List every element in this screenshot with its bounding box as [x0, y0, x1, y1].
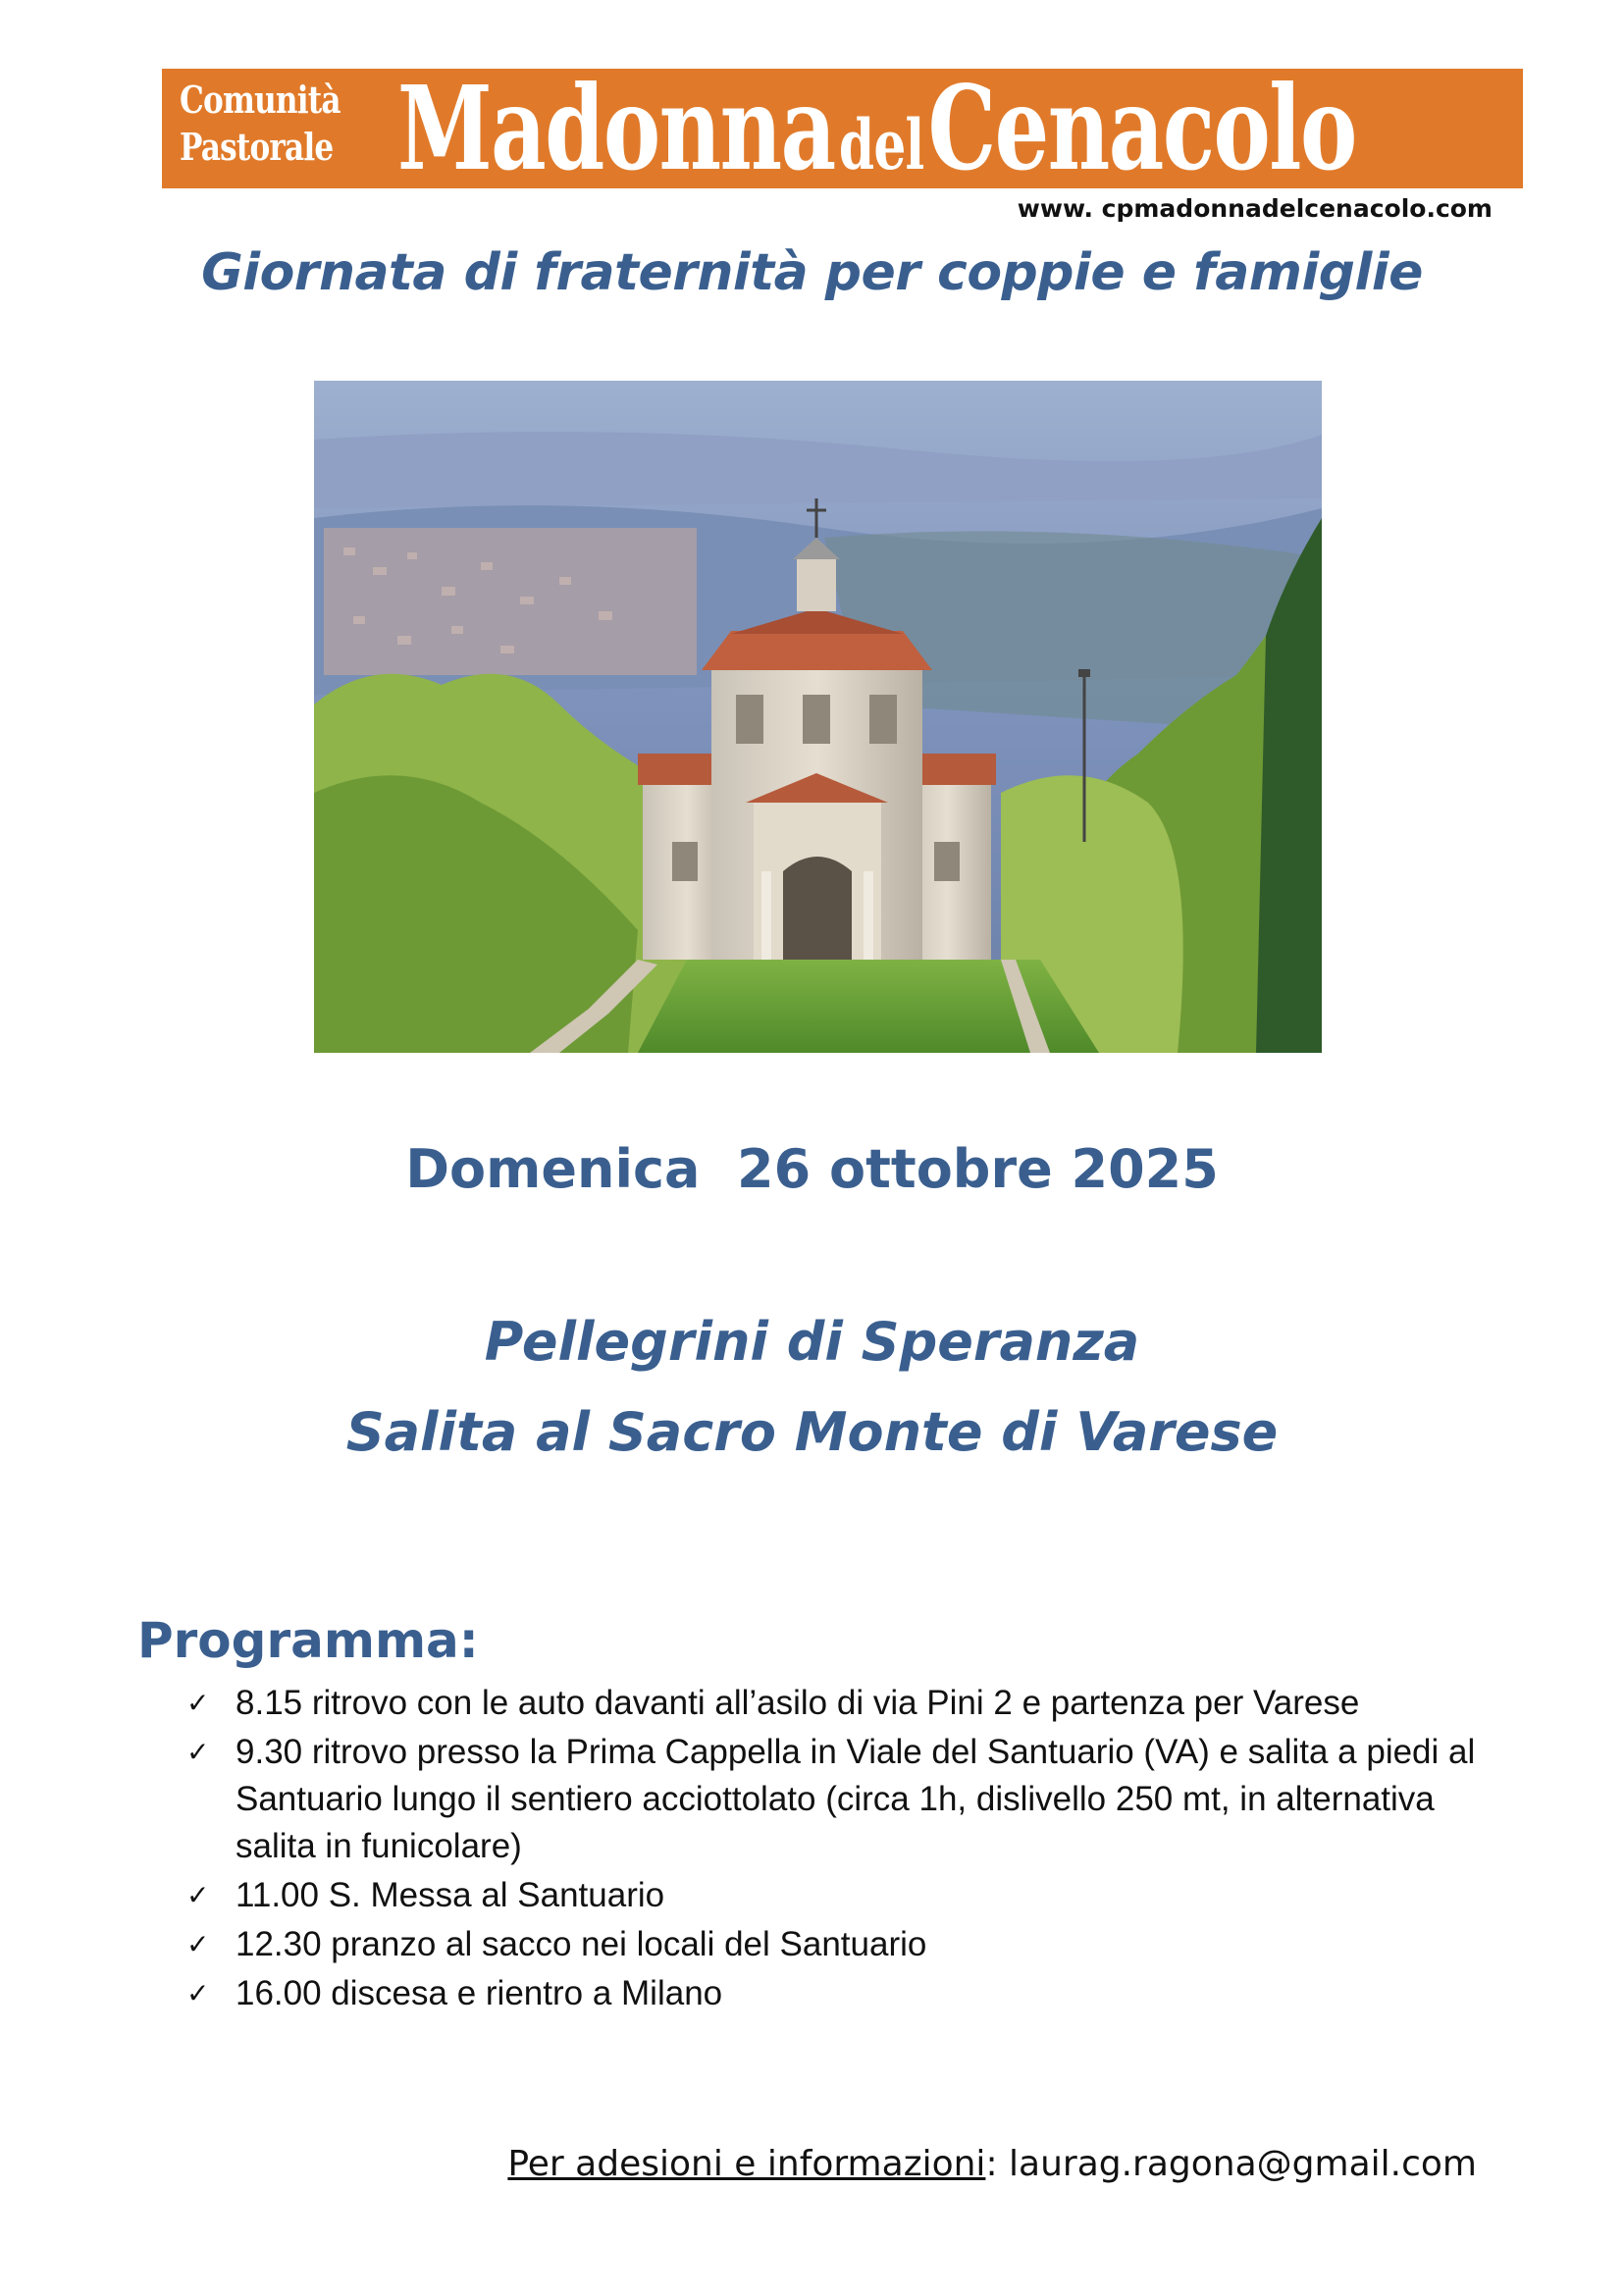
contact-email[interactable]: laurag.ragona@gmail.com	[997, 2144, 1477, 2184]
list-item	[186, 1921, 1501, 1968]
list-item-text: 8.15 ritrovo con le auto davanti all’asilo di via Pini 2 e partenza per Varese	[236, 1684, 1360, 1722]
list-item-text: 9.30 ritrovo presso la Prima Cappella in Viale del Santuario (VA) e salita a piedi al Santuario lungo il sentiero acciottolato (circa 1h, dislivello 250 mt, in alternativa salita in funicolare)	[236, 1733, 1476, 1865]
chapel-landscape-image	[314, 381, 1322, 1053]
event-date: Domenica 26 ottobre 2025	[405, 1138, 1219, 1200]
check-icon: ✓	[186, 1928, 210, 1960]
programma-list	[186, 1680, 1501, 2019]
check-icon: ✓	[186, 1977, 210, 2009]
list-item	[186, 1872, 1501, 1919]
name-word-madonna: Madonna	[397, 69, 835, 188]
website-link[interactable]: www. cpmadonnadelcenacolo.com	[1017, 194, 1493, 223]
check-icon: ✓	[186, 1736, 210, 1768]
contact-line	[507, 2144, 1477, 2184]
community-line1: Comunità	[180, 78, 341, 122]
list-item	[186, 1729, 1501, 1870]
community-label	[180, 77, 348, 171]
list-item	[186, 1680, 1501, 1727]
page-subtitle: Giornata di fraternità per coppie e famiglie	[201, 243, 1423, 302]
contact-label: Per adesioni e informazioni	[507, 2144, 986, 2184]
list-item	[186, 1970, 1501, 2017]
programma-heading: Programma:	[137, 1612, 479, 1669]
name-word-cenacolo: Cenacolo	[927, 69, 1356, 188]
check-icon: ✓	[186, 1687, 210, 1719]
list-item-text: 11.00 S. Messa al Santuario	[236, 1876, 665, 1914]
event-title-line1: Pellegrini di Speranza	[484, 1311, 1140, 1373]
list-item-text: 12.30 pranzo al sacco nei locali del Santuario	[236, 1925, 927, 1963]
event-title-line2: Salita al Sacro Monte di Varese	[345, 1401, 1279, 1463]
community-name	[397, 69, 1356, 188]
check-icon: ✓	[186, 1879, 210, 1911]
community-line2: Pastorale	[180, 125, 334, 169]
header-banner	[162, 69, 1523, 188]
contact-separator: :	[985, 2144, 998, 2184]
list-item-text: 16.00 discesa e rientro a Milano	[236, 1974, 723, 2012]
name-word-del: del	[838, 104, 924, 185]
